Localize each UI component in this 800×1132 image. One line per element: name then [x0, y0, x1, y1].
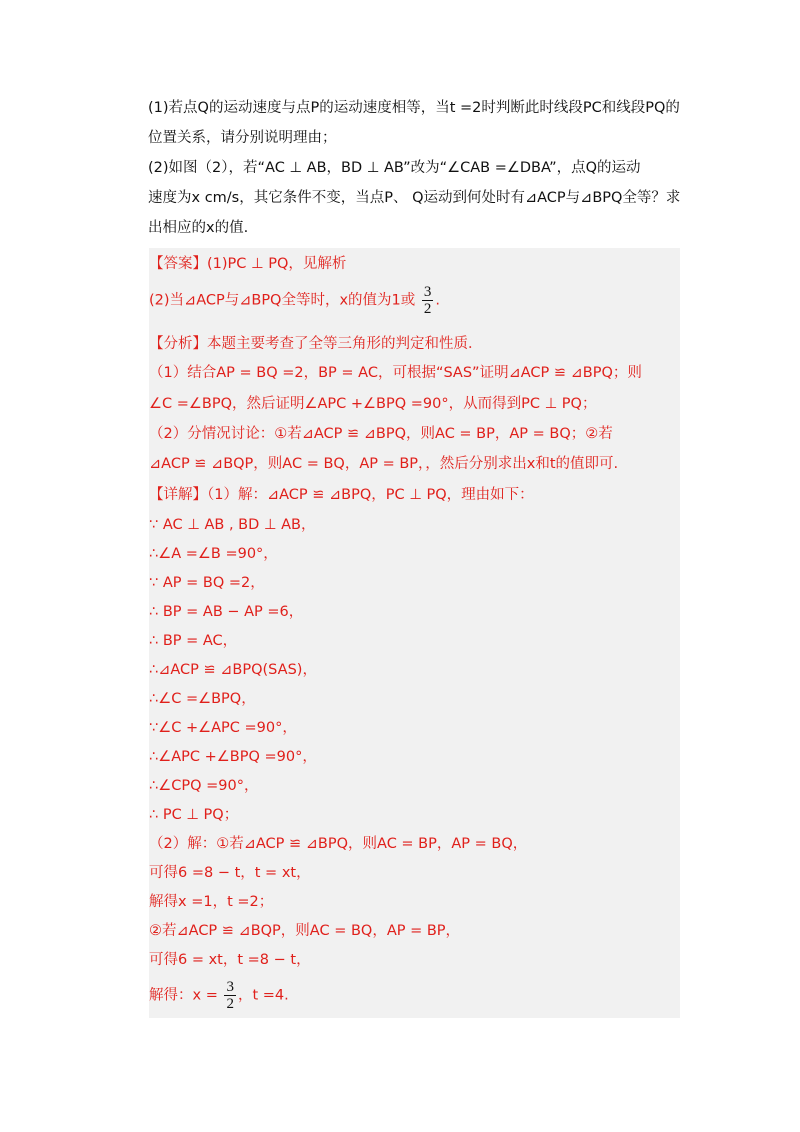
question-line: 速度为x cm/s，其它条件不变，当点P、 Q运动到何处时有⊿ACP与⊿BPQ全等？求	[148, 190, 681, 206]
detail-step: ∵∠C +∠APC =90°，	[149, 720, 297, 736]
analysis-line: （1）结合AP = BQ =2，BP = AC，可根据“SAS”证明⊿ACP ≌ ⊿BPQ；则	[149, 365, 642, 381]
detail-step: ∵ AP = BQ =2，	[149, 575, 265, 591]
fraction-three-halves: $\frac{3}{2}$	[423, 284, 432, 317]
detail-step: 可得6 =8 − t，t = xt，	[149, 865, 311, 881]
analysis-label: 【分析】	[149, 336, 207, 352]
question-line: 出相应的x的值.	[148, 220, 249, 236]
detail-step: 解得：x = $\frac{3}{2}$ ，t =4.	[149, 979, 289, 1012]
detail-step: ∵ AC ⊥ AB , BD ⊥ AB，	[149, 517, 316, 533]
detail-line: 【详解】（1）解：⊿ACP ≌ ⊿BPQ，PC ⊥ PQ，理由如下：	[149, 487, 534, 503]
answer-label: 【答案】	[149, 256, 207, 272]
answer-line-1	[149, 252, 346, 273]
detail-step: ∴∠C =∠BPQ，	[149, 691, 256, 707]
answer-line-2: (2)当⊿ACP与⊿BPQ全等时，x的值为1或 $\frac{3}{2}$ .	[149, 284, 440, 317]
detail-step: ②若⊿ACP ≌ ⊿BQP，则AC = BQ，AP = BP，	[149, 923, 461, 939]
analysis-line: ∠C =∠BPQ，然后证明∠APC +∠BPQ =90°，从而得到PC ⊥ PQ；	[149, 396, 597, 412]
detail-step: ∴∠A =∠B =90°，	[149, 546, 278, 562]
answer-part1: (1)PC ⊥ PQ，见解析	[207, 256, 347, 272]
analysis-line: ⊿ACP ≌ ⊿BQP，则AC = BQ，AP = BP，，然后分别求出x和t的值即可.	[149, 456, 619, 472]
detail-step: ∴ PC ⊥ PQ；	[149, 807, 239, 823]
detail-step: ∴∠APC +∠BPQ =90°，	[149, 749, 317, 765]
question-block	[148, 93, 688, 243]
analysis-line: 【分析】本题主要考查了全等三角形的判定和性质．	[149, 336, 483, 352]
detail-step: ∴ BP = AB − AP =6，	[149, 604, 304, 620]
detail-step: 可得6 = xt，t =8 − t，	[149, 952, 311, 968]
detail-step: 解得x =1，t =2；	[149, 894, 274, 910]
analysis-line: （2）分情况讨论：①若⊿ACP ≌ ⊿BPQ，则AC = BP，AP = BQ；②若	[149, 426, 613, 442]
detail-step: ∴⊿ACP ≌ ⊿BPQ(SAS)，	[149, 662, 317, 678]
question-line: (2)如图（2），若“AC ⊥ AB，BD ⊥ AB”改为“∠CAB =∠DBA”，点Q的运动	[148, 160, 641, 176]
detail-step: ∴ BP = AC，	[149, 633, 238, 649]
detail-step: （2）解：①若⊿ACP ≌ ⊿BPQ，则AC = BP，AP = BQ，	[149, 836, 528, 852]
fraction-three-halves: $\frac{3}{2}$	[226, 979, 234, 1012]
detail-label: 【详解】	[149, 487, 207, 503]
question-line: 位置关系，请分别说明理由；	[148, 130, 337, 146]
question-line: (1)若点Q的运动速度与点P的运动速度相等，当t =2时判断此时线段PC和线段PQ的	[148, 100, 680, 116]
answer-part2: (2)当⊿ACP与⊿BPQ全等时，x的值为1或	[149, 292, 416, 309]
detail-step: ∴∠CPQ =90°，	[149, 778, 259, 794]
